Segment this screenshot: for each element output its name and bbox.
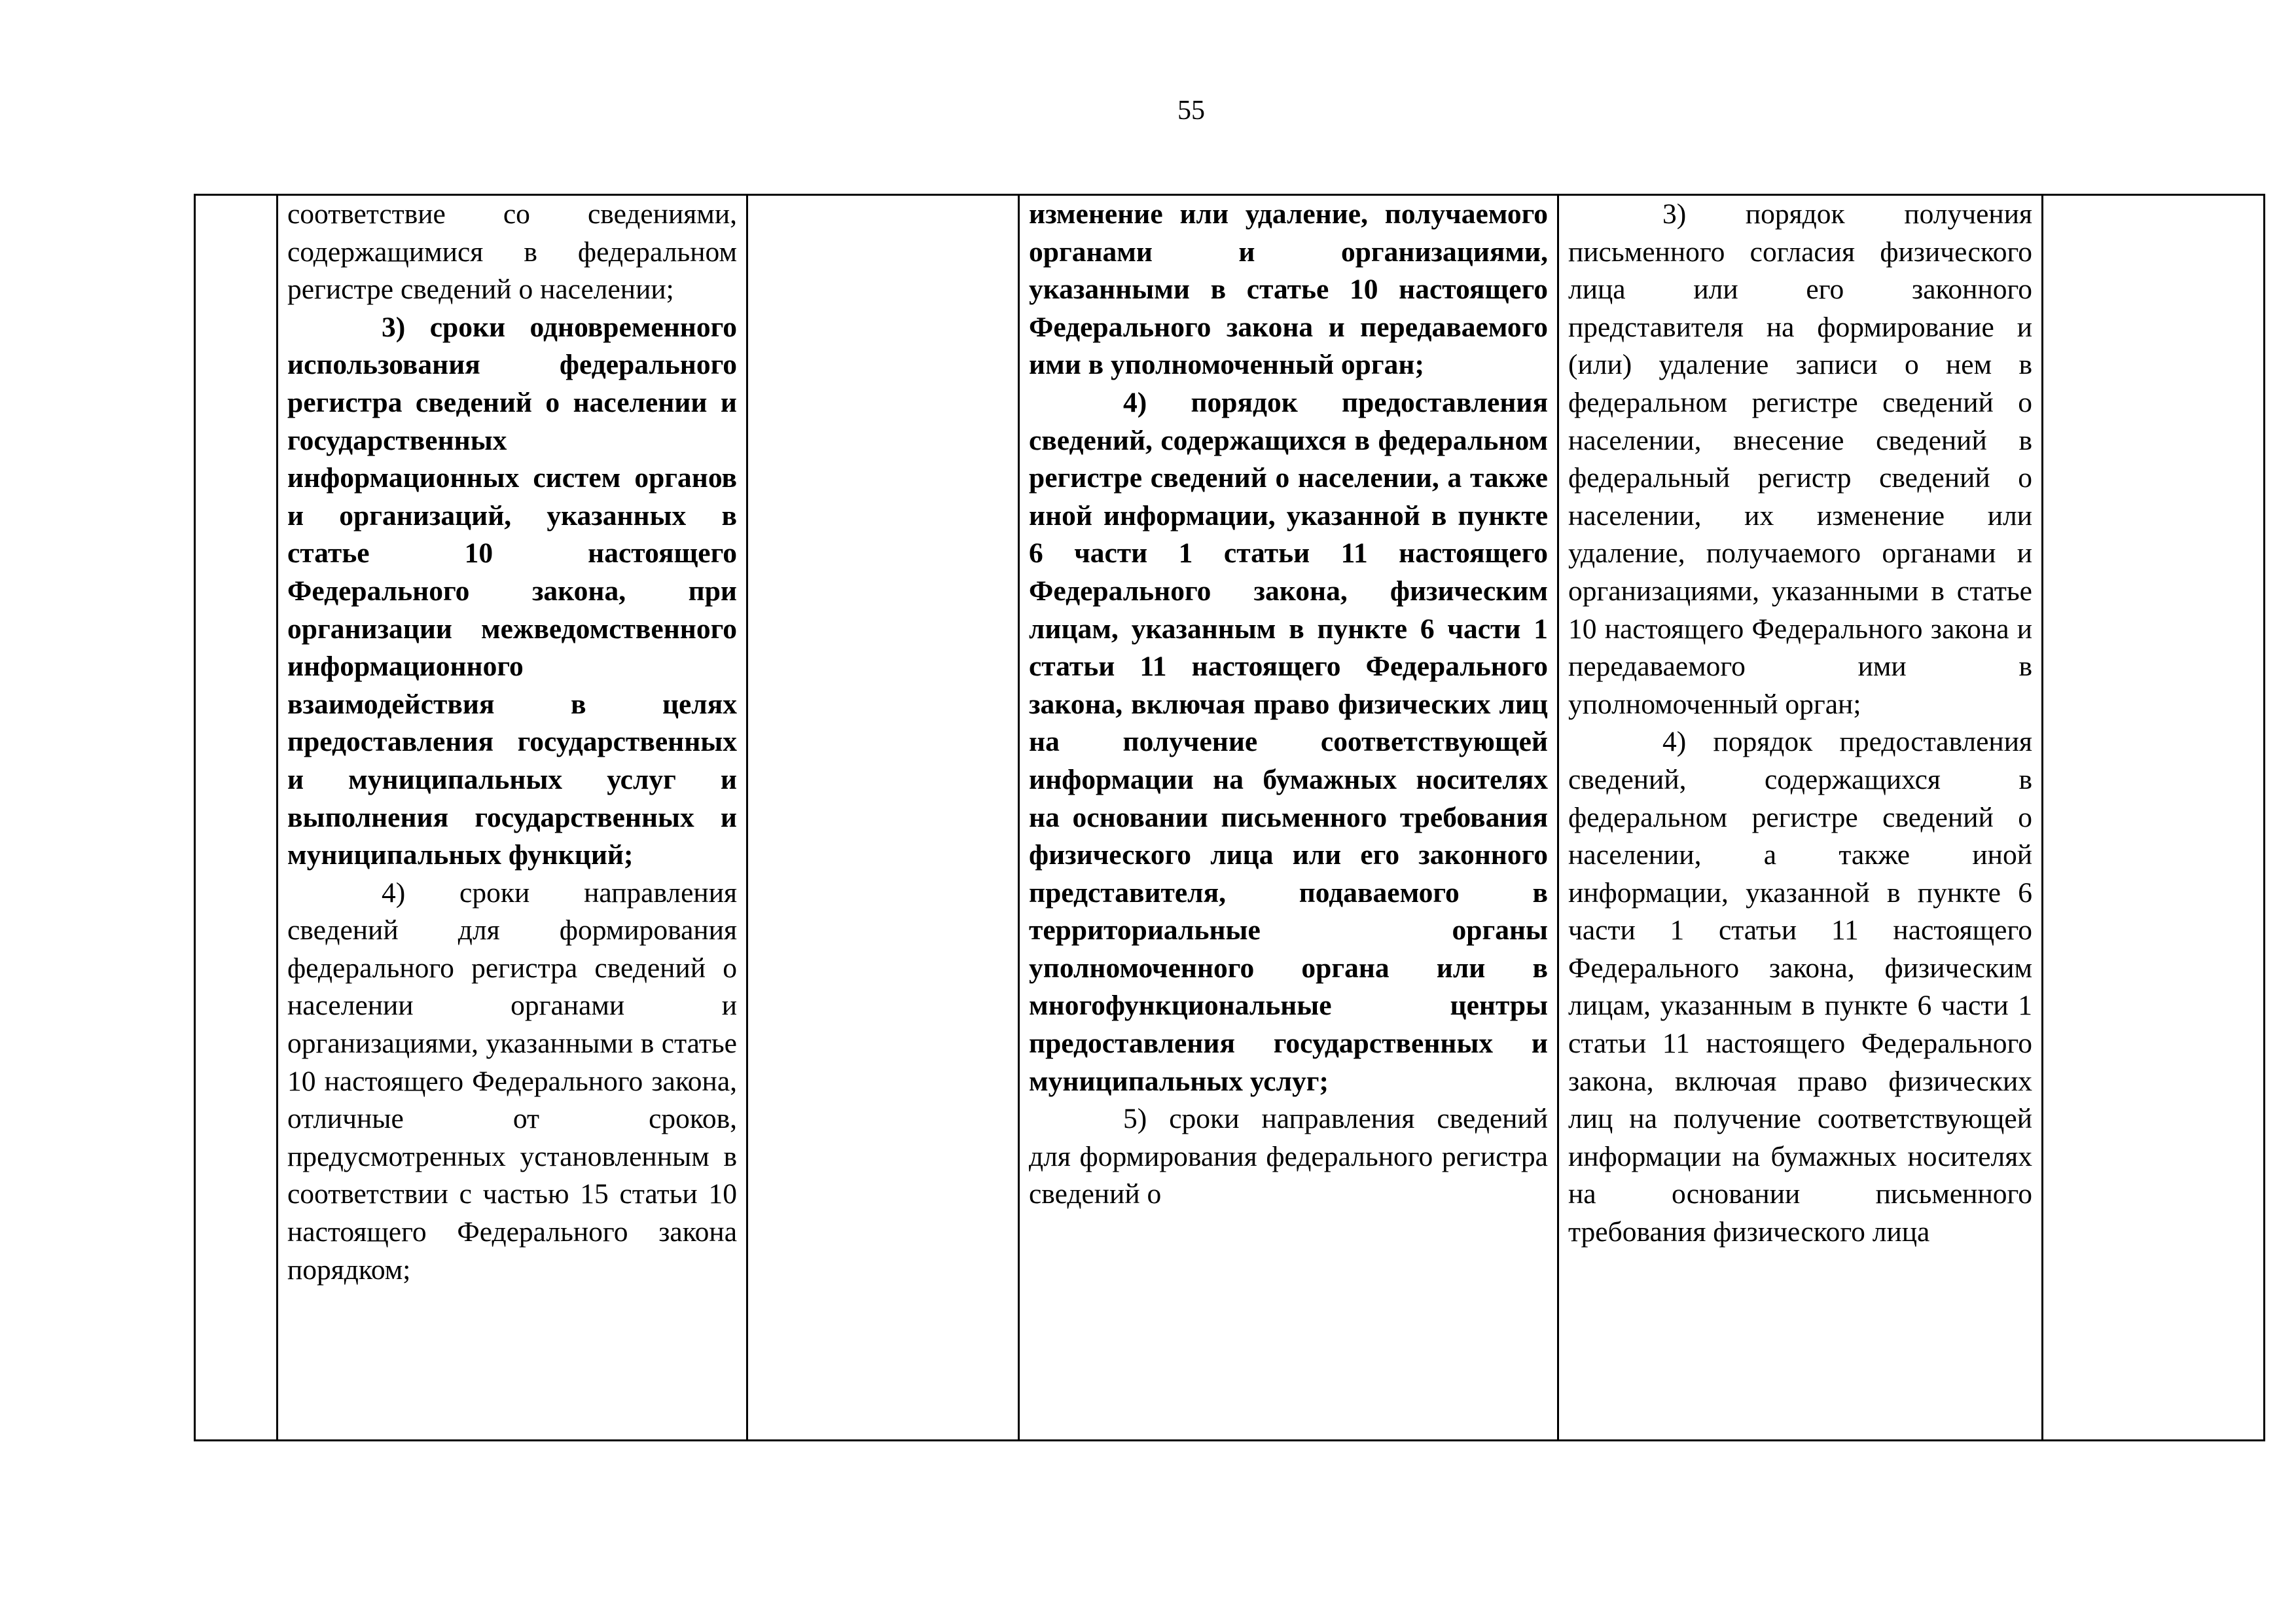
- paragraph: изменение или удаление, получаемого органами и организациями, указанными в статье 10 настоящего Федерального закона и передаваемого ими в уполномоченный орган;: [1029, 198, 1548, 381]
- cell-body: [1029, 196, 1548, 1214]
- paragraph: 4) порядок предоставления сведений, содержащихся в федеральном регистре сведений о населении, а также иной информации, указанной в пункте 6 части 1 статьи 11 настоящего Федерального закона, физическим лицам, указанным в пункте 6 части 1 статьи 11 настоящего Федерального закона, включая право физических лиц на получение соответствующей информации на бумажных носителях на основании письменного требования физического лица: [1568, 726, 2032, 1248]
- table-cell-notes: [2043, 195, 2265, 1441]
- table-cell-number: [195, 195, 278, 1441]
- cell-body: [1568, 196, 2032, 1252]
- paragraph: 4) сроки направления сведений для формирования федерального регистра сведений о населении органами и организациями, указанными в статье 10 настоящего Федерального закона, отличные от сроков, предусмотренных установленным в соответствии с частью 15 статьи 10 настоящего Федерального закона порядком;: [287, 876, 737, 1286]
- table-cell-current-text: [278, 195, 747, 1441]
- paragraph: 4) порядок предоставления сведений, содержащихся в федеральном регистре сведений о населении, а также иной информации, указанной в пункте 6 части 1 статьи 11 настоящего Федерального закона, физическим лицам, указанным в пункте 6 части 1 статьи 11 настоящего Федерального закона, включая право физических лиц на получение соответствующей информации на бумажных носителях на основании письменного требования физического лица или его законного представителя, подаваемого в территориальные органы уполномоченного органа или в многофункциональные центры предоставления государственных и муниципальных услуг;: [1029, 386, 1548, 1097]
- table-row: [195, 195, 2265, 1441]
- cell-body: [287, 196, 737, 1289]
- paragraph: 3) порядок получения письменного согласия физического лица или его законного представителя на формирование и (или) удаление записи о нем в федеральном регистре сведений о населении, внесение сведений в федеральный регистр сведений о населении, их изменение или удаление, получаемого органами и организациями, указанными в статье 10 настоящего Федерального закона и передаваемого ими в уполномоченный орган;: [1568, 198, 2032, 720]
- table-cell-empty: [747, 195, 1019, 1441]
- paragraph: 5) сроки направления сведений для формирования федерального регистра сведений о: [1029, 1103, 1548, 1210]
- paragraph: соответствие со сведениями, содержащимися в федеральном регистре сведений о населении;: [287, 198, 737, 306]
- table-cell-final-text: [1558, 195, 2043, 1441]
- table-cell-proposed-text: [1019, 195, 1558, 1441]
- comparison-table: [194, 194, 2265, 1441]
- page-number: 55: [1177, 96, 1205, 126]
- paragraph: 3) сроки одновременного использования федерального регистра сведений о населении и государственных информационных систем органов и организаций, указанных в статье 10 настоящего Федерального закона, при организации межведомственного информационного взаимодействия в целях предоставления государственных и муниципальных услуг и выполнения государственных и муниципальных функций;: [287, 311, 737, 871]
